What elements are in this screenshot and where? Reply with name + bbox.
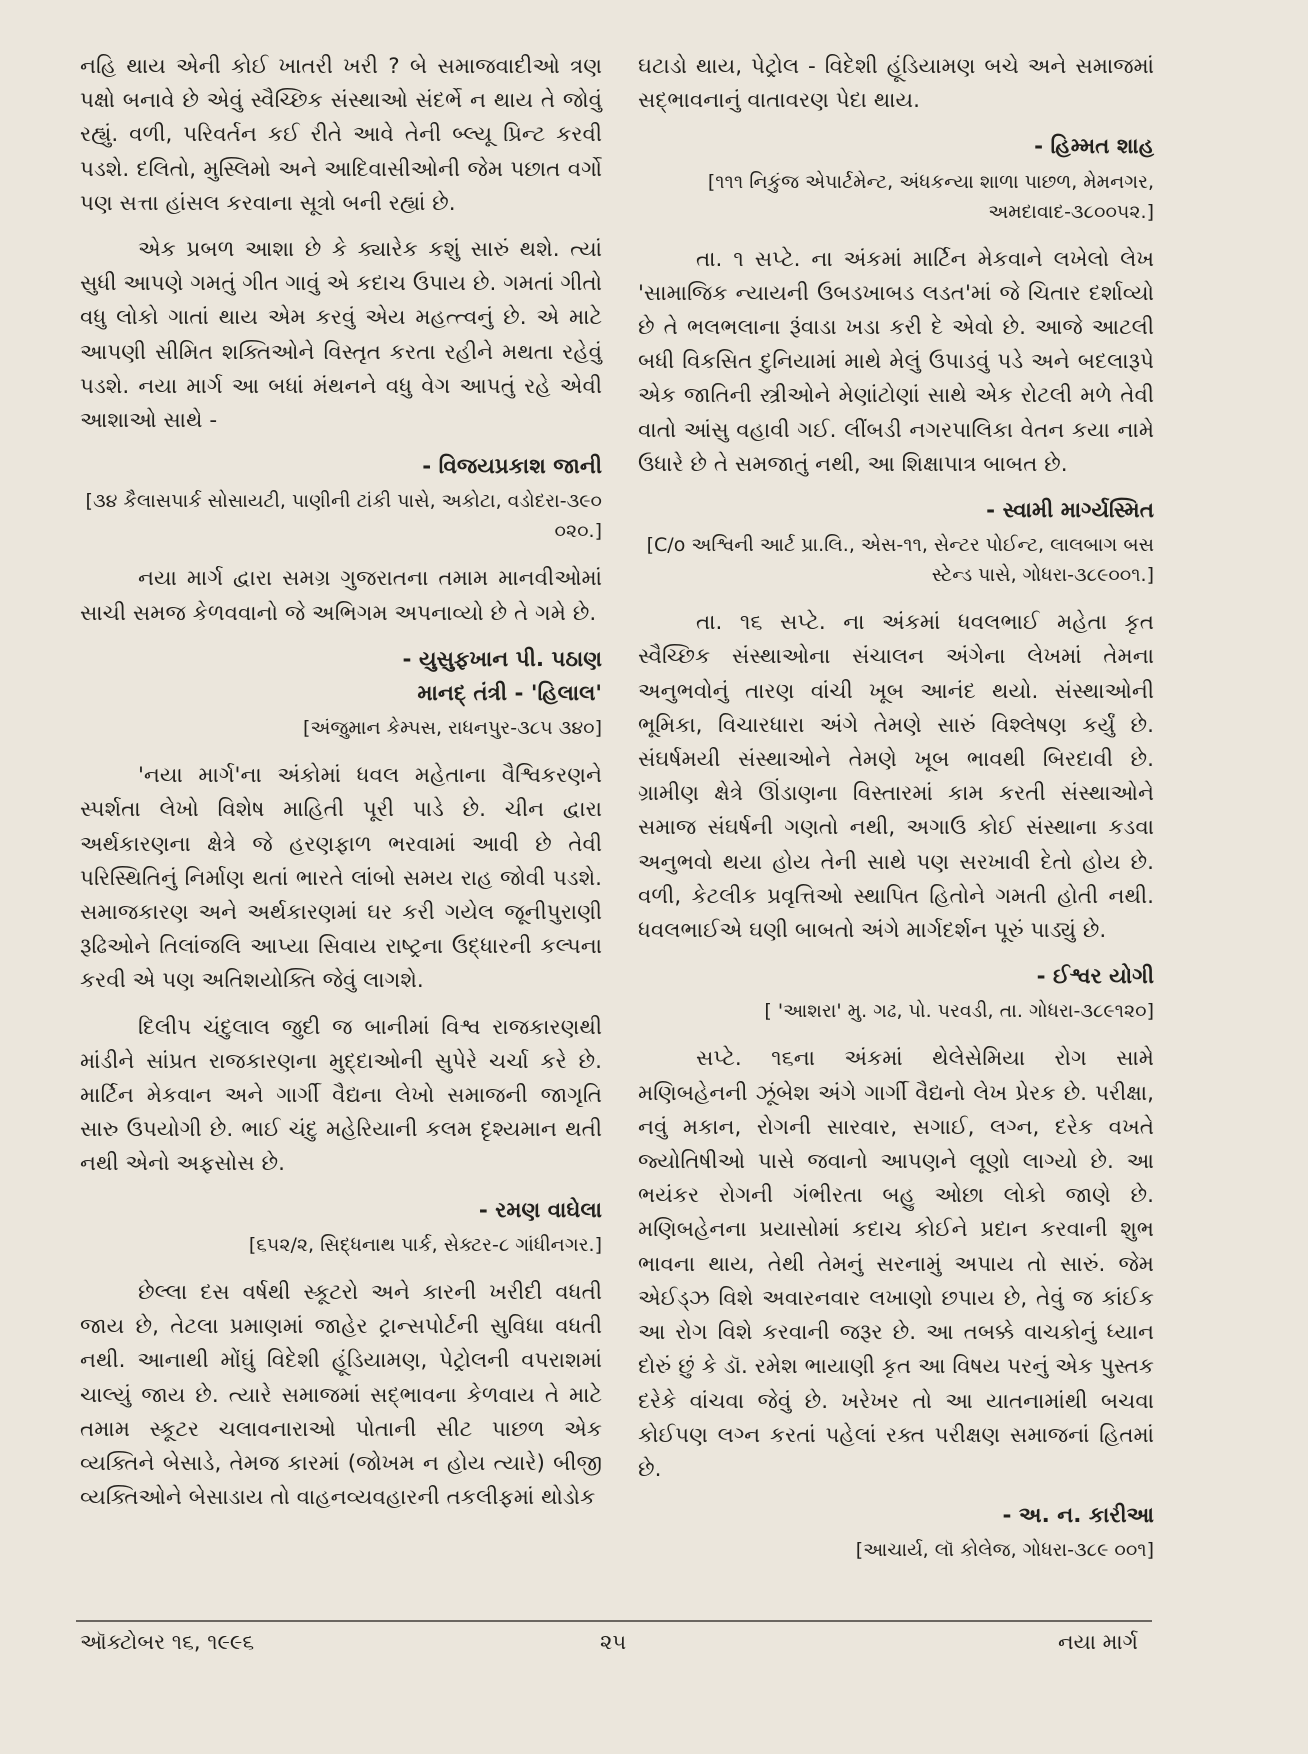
footer-divider xyxy=(76,1620,1152,1622)
letter-paragraph: તા. ૧ સપ્ટે. ના અંકમાં માર્ટિન મેકવાને લખેલો લેખ 'સામાજિક ન્યાયની ઉબડખાબડ લડત'માં જે ચિતાર દર્શાવ્યો છે તે ભલભલાના રૂંવાડા ખડા કરી દે એવો છે. આજે આટલી બધી વિકસિત દુનિયામાં માથે મેલું ઉપાડવું પડે અને બદલારૂપે એક જાતિની સ્ત્રીઓને મેણાંટોણાં સાથે એક રોટલી મળે તેવી વાતો આંસુ વહાવી ગઈ. લીંબડી નગરપાલિકા વેતન કયા નામે ઉધારે છે તે સમજાતું નથી, આ શિક્ષાપાત્ર બાબત છે. xyxy=(638,246,1154,477)
author-address: [૬૫૨/૨, સિદ્ધનાથ પાર્ક, સેક્ટર-૮ ગાંધીનગર.] xyxy=(248,1233,602,1256)
left-column xyxy=(80,50,602,1527)
author-signature: - સ્વામી માર્ગ્યસ્મિત xyxy=(986,498,1154,524)
letter-paragraph: છેલ્લા દસ વર્ષથી સ્કૂટરો અને કારની ખરીદી વધતી જાય છે, તેટલા પ્રમાણમાં જાહેર ટ્રાન્સપોર્ટની સુવિધા વધતી નથી. આનાથી મોંઘું વિદેશી હૂંડિયામણ, પેટ્રોલની વપરાશમાં ચાલ્યું જાય છે. ત્યારે સમાજમાં સદ્ભાવના કેળવાય તે માટે તમામ સ્કૂટર ચલાવનારાઓ પોતાની સીટ પાછળ એક વ્યક્તિને બેસાડે, તેમજ કારમાં (જોખમ ન હોય ત્યારે) બીજી વ્યક્તિઓને બેસાડાય તો વાહનવ્યવહારની તકલીફમાં થોડોક xyxy=(80,1279,602,1511)
author-signature: - અ. ન. કારીઆ xyxy=(1002,1503,1154,1529)
right-column xyxy=(638,50,1154,1581)
letter-paragraph: એક પ્રબળ આશા છે કે ક્યારેક કશું સારું થશે. ત્યાં સુધી આપણે ગમતું ગીત ગાવું એ કદાચ ઉપાય છે. ગમતાં ગીતો વધુ લોકો ગાતાં થાય એમ કરવું એય મહત્ત્વનું છે. એ માટે આપણી સીમિત શક્તિઓને વિસ્તૃત કરતા રહીને મથતા રહેવું પડશે. નયા માર્ગ આ બધાં મંથનને વધુ વેગ આપતું રહે એવી આશાઓ સાથે - xyxy=(80,237,602,434)
author-signature: - વિજયપ્રકાશ જાની xyxy=(422,454,602,480)
footer-date: ઑક્ટોબર ૧૬, ૧૯૯૬ xyxy=(80,1630,255,1654)
author-address: [C/o અશ્વિની આર્ટ પ્રા.લિ., એસ-૧૧, સેન્ટર પોઈન્ટ, લાલબાગ બસ સ્ટેન્ડ પાસે, ગોધરા-૩૮૯૦૦૧.] xyxy=(646,534,1154,587)
letter-paragraph: 'નયા માર્ગ'ના અંકોમાં ધવલ મહેતાના વૈશ્વિકરણને સ્પર્શતા લેખો વિશેષ માહિતી પૂરી પાડે છે. ચીન દ્વારા અર્થકારણના ક્ષેત્રે જે હરણફાળ ભરવામાં આવી છે તેવી પરિસ્થિતિનું નિર્માણ થતાં ભારતે લાંબો સમય રાહ જોવી પડશે. સમાજકારણ અને અર્થકારણમાં ઘર કરી ગયેલ જૂનીપુરાણી રૂઢિઓને તિલાંજલિ આપ્યા સિવાય રાષ્ટ્રના ઉદ્ધારની કલ્પના કરવી એ પણ અતિશયોક્તિ જેવું લાગશે. xyxy=(80,763,602,994)
author-title: માનદ્ તંત્રી - 'હિલાલ' xyxy=(417,681,602,707)
author-address: [આચાર્ય, લૉ કોલેજ, ગોધરા-૩૮૯ ૦૦૧] xyxy=(855,1539,1154,1562)
author-signature: - હિમ્મત શાહ xyxy=(1034,134,1154,160)
letter-paragraph: નહિ થાય એની કોઈ ખાતરી ખરી ? બે સમાજવાદીઓ ત્રણ પક્ષો બનાવે છે એવું સ્વૈચ્છિક સંસ્થાઓ સંદર્ભે ન થાય તે જોવું રહ્યું. વળી, પરિવર્તન કઈ રીતે આવે તેની બ્લ્યૂ પ્રિન્ટ કરવી પડશે. દલિતો, મુસ્લિમો અને આદિવાસીઓની જેમ પછાત વર્ગો પણ સત્તા હાંસલ કરવાના સૂત્રો બની રહ્યાં છે. xyxy=(80,54,602,216)
letter-paragraph: દિલીપ ચંદુલાલ જુદી જ બાનીમાં વિશ્વ રાજકારણથી માંડીને સાંપ્રત રાજકારણના મુદ્દાઓની સુપેરે ચર્ચા કરે છે. માર્ટિન મેકવાન અને ગાર્ગી વૈદ્યના લેખો સમાજની જાગૃતિ સારુ ઉપયોગી છે. ભાઈ ચંદુ મહેરિયાની કલમ દૃશ્યમાન થતી નથી એનો અફસોસ છે. xyxy=(80,1014,602,1177)
author-address: [૧૧૧ નિકુંજ એપાર્ટમેન્ટ, અંધકન્યા શાળા પાછળ, મેમનગર, અમદાવાદ-૩૮૦૦૫૨.] xyxy=(707,170,1154,223)
author-signature: - ઈશ્વર યોગી xyxy=(1036,964,1154,990)
author-address: [અંજુમાન કેમ્પસ, રાધનપુર-૩૮૫ ૩૪૦] xyxy=(302,717,602,740)
letter-paragraph: સપ્ટે. ૧૬ના અંકમાં થેલેસેમિયા રોગ સામે મણિબહેનની ઝૂંબેશ અંગે ગાર્ગી વૈદ્યનો લેખ પ્રેરક છે. પરીક્ષા, નવું મકાન, રોગની સારવાર, સગાઈ, લગ્ન, દરેક વખતે જ્યોતિષીઓ પાસે જવાનો આપણને લૂણો લાગ્યો છે. આ ભયંકર રોગની ગંભીરતા બહુ ઓછા લોકો જાણે છે. મણિબહેનના પ્રયાસોમાં કદાચ કોઈને પ્રદાન કરવાની શુભ ભાવના થાય, તેથી તેમનું સરનામું અપાય તો સારું. જેમ એઈડ્ઝ વિશે અવારનવાર લખાણો છપાય છે, તેવું જ કાંઈક આ રોગ વિશે કરવાની જરૂર છે. આ તબક્કે વાચકોનું ધ્યાન દોરું છું કે ડૉ. રમેશ ભાયાણી કૃત આ વિષય પરનું એક પુસ્તક દરેકે વાંચવા જેવું છે. ખરેખર તો આ યાતનામાંથી બચવા કોઈપણ લગ્ન કરતાં પહેલાં રક્ત પરીક્ષણ સમાજનાં હિતમાં છે. xyxy=(638,1046,1154,1482)
letter-paragraph: તા. ૧૬ સપ્ટે. ના અંકમાં ધવલભાઈ મહેતા કૃત સ્વૈચ્છિક સંસ્થાઓના સંચાલન અંગેના લેખમાં તેમના અનુભવોનું તારણ વાંચી ખૂબ આનંદ થયો. સંસ્થાઓની ભૂમિકા, વિચારધારા અંગે તેમણે સારું વિશ્લેષણ કર્યું છે. સંઘર્ષમયી સંસ્થાઓને તેમણે ખૂબ ભાવથી બિરદાવી છે. ગ્રામીણ ક્ષેત્રે ઊંડાણના વિસ્તારમાં કામ કરતી સંસ્થાઓને સમાજ સંઘર્ષની ગણતો નથી, અગાઉ કોઈ સંસ્થાના કડવા અનુભવો થયા હોય તેની સાથે પણ સરખાવી દેતો હોય છે. વળી, કેટલીક પ્રવૃત્તિઓ સ્થાપિત હિતોને ગમતી હોતી નથી. ધવલભાઈએ ઘણી બાબતો અંગે માર્ગદર્શન પૂરું પાડ્યું છે. xyxy=(638,610,1154,944)
magazine-name: નયા માર્ગ xyxy=(1058,1630,1138,1654)
letter-paragraph: ઘટાડો થાય, પેટ્રોલ - વિદેશી હૂંડિયામણ બચે અને સમાજમાં સદ્ભાવનાનું વાતાવરણ પેદા થાય. xyxy=(638,54,1154,114)
author-address: [૩૪ કૈલાસપાર્ક સોસાયટી, પાણીની ટાંકી પાસે, અકોટા, વડોદરા-૩૯૦ ૦૨૦.] xyxy=(85,490,602,543)
author-signature: - યુસુફખાન પી. પઠાણ xyxy=(402,646,602,672)
page-number: ૨૫ xyxy=(600,1630,627,1654)
author-signature: - રમણ વાઘેલા xyxy=(478,1197,602,1223)
letter-paragraph: નયા માર્ગ દ્વારા સમગ્ર ગુજરાતના તમામ માનવીઓમાં સાચી સમજ કેળવવાનો જે અભિગમ અપનાવ્યો છે તે ગમે છે. xyxy=(80,566,602,626)
author-address: [ 'આશરા' મુ. ગઢ, પો. પરવડી, તા. ગોધરા-૩૮૯૧૨૦] xyxy=(764,1000,1154,1023)
